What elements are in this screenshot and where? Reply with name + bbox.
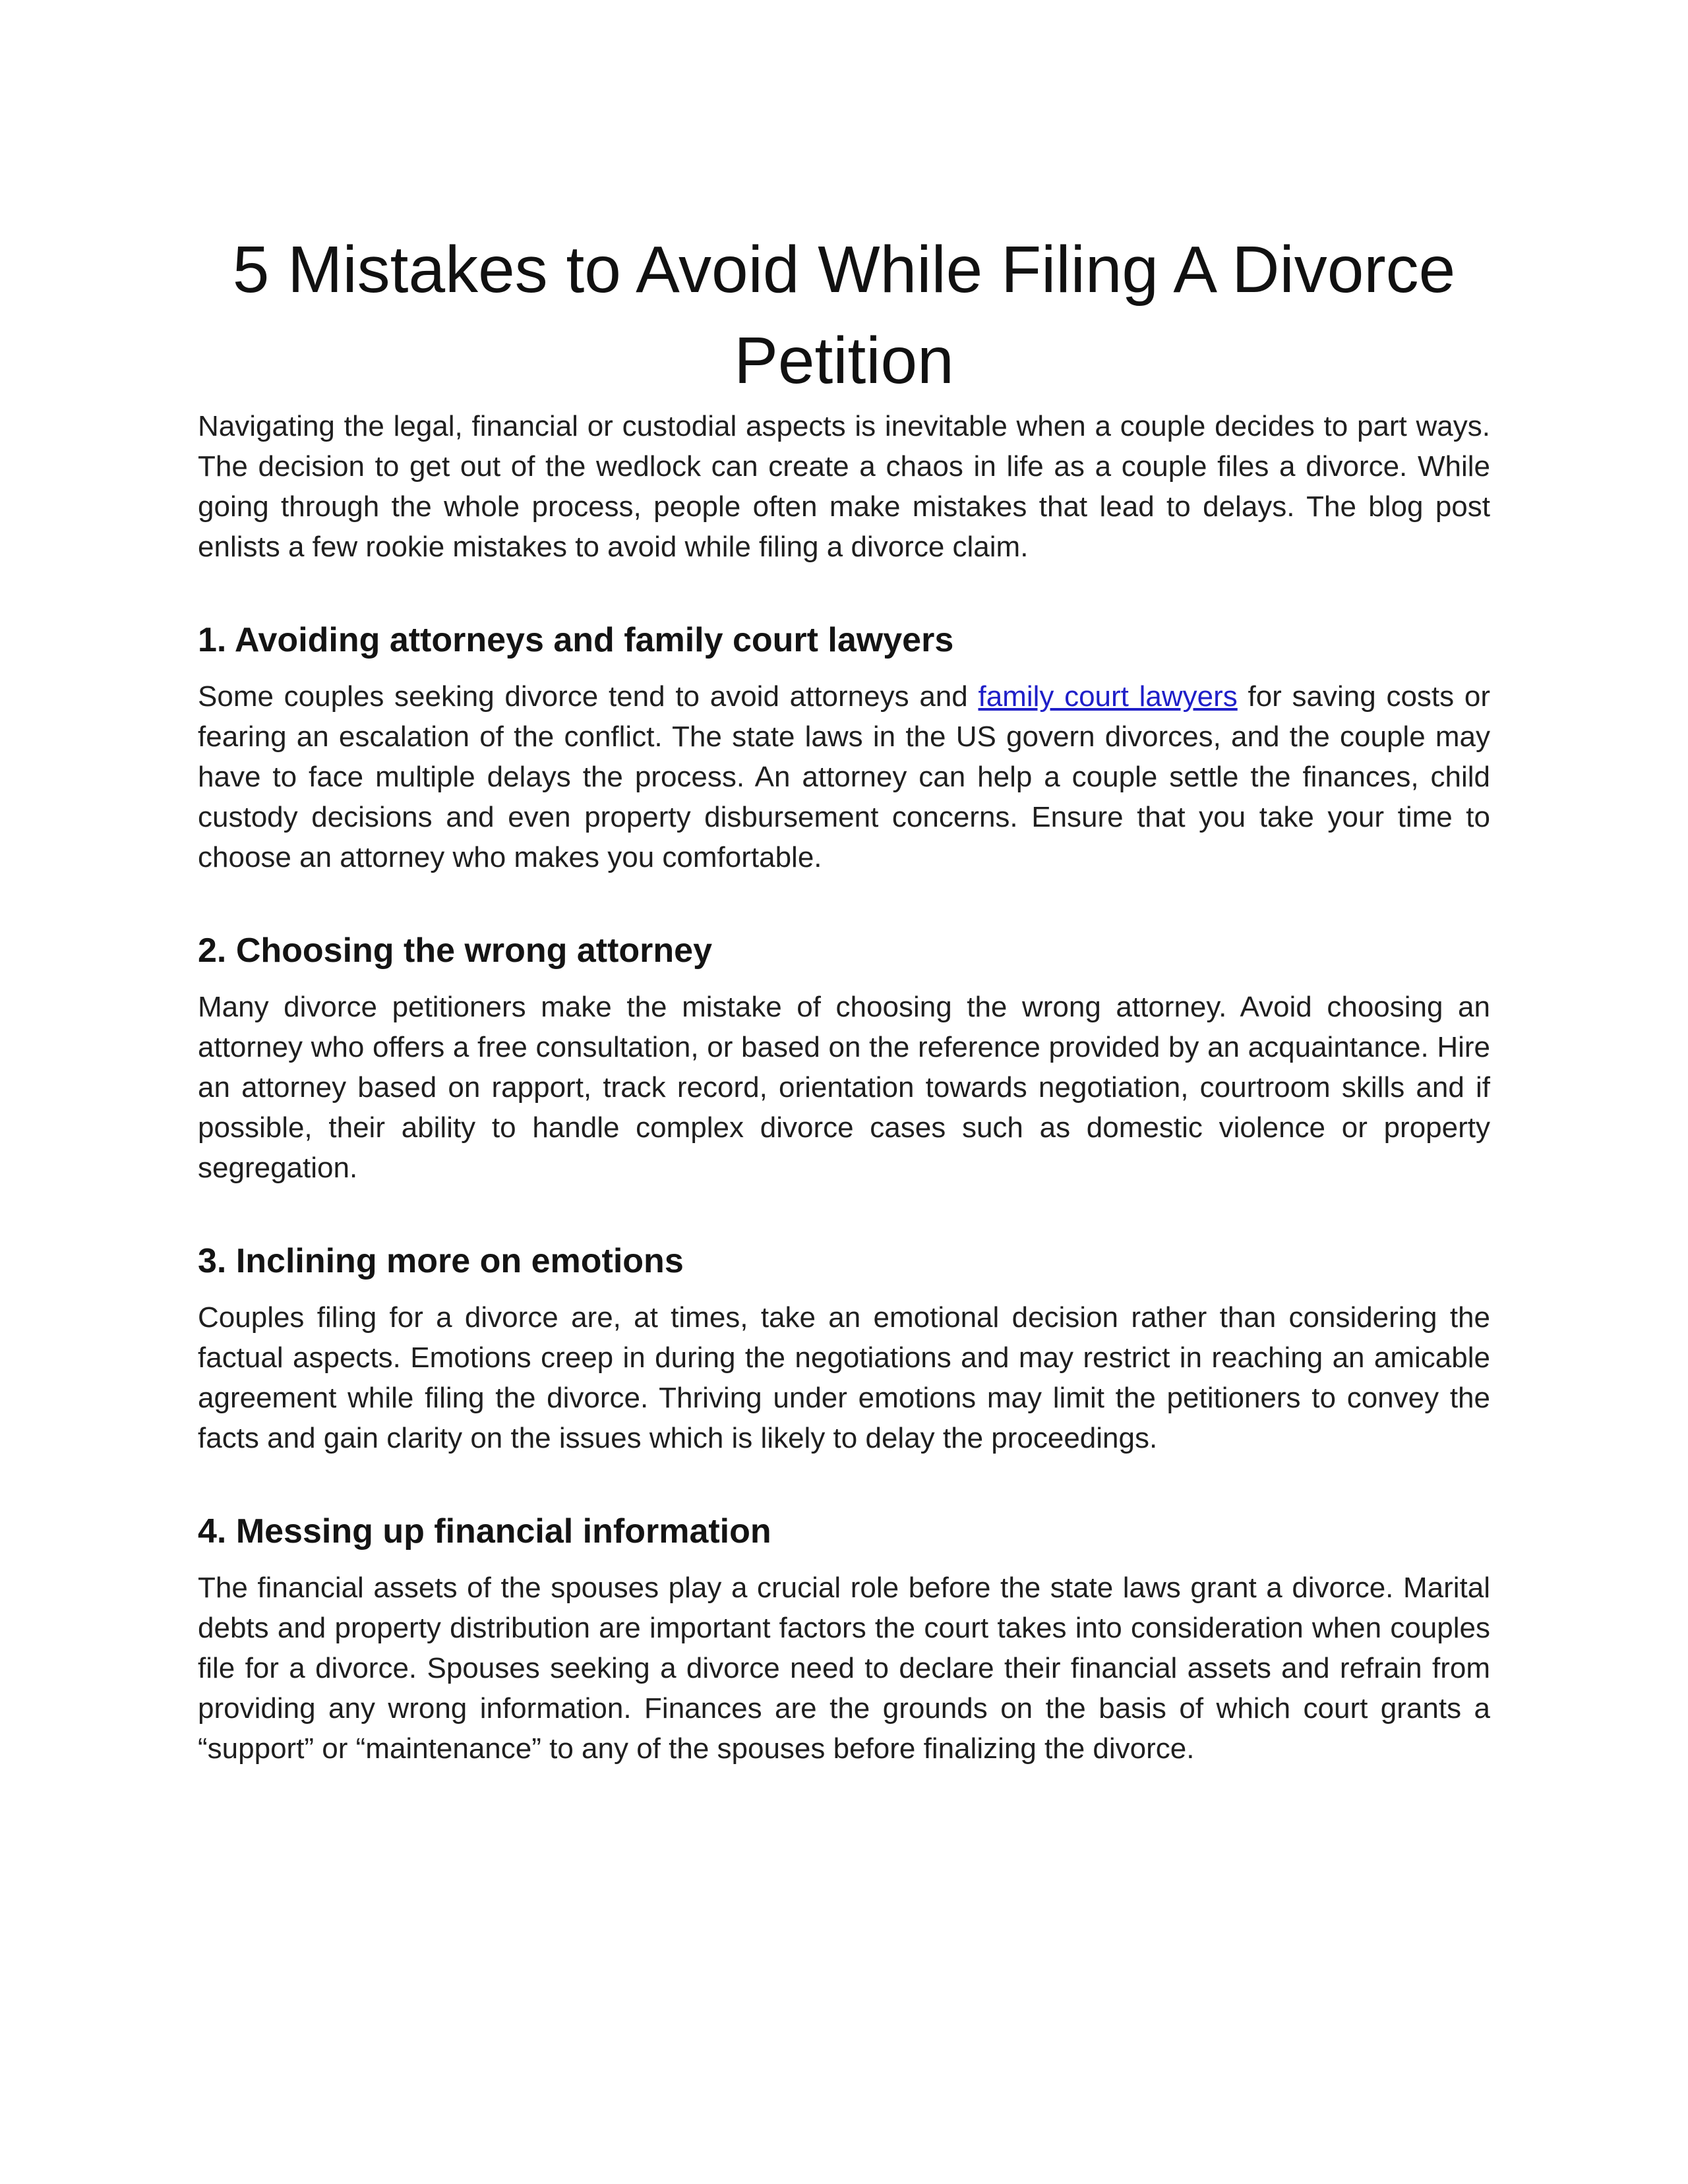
section-4-paragraph: The financial assets of the spouses play a crucial role before the state laws grant a divorce. Marital debts and property distribution are important factors the court takes into consideration when couples file for a divorce. Spouses seeking a divorce need to declare their financial assets and refrain from providing any wrong information. Finances are the grounds on the basis of which court grants a “support” or “maintenance” to any of the spouses before finalizing the divorce. bbox=[198, 1572, 1490, 1765]
document-body bbox=[198, 224, 1490, 1769]
section-1 bbox=[198, 617, 1490, 877]
section-1-text-after-link: for saving costs or fearing an escalation of the conflict. The state laws in the US govern divorces, and the couple may have to face multiple delays the process. An attorney can help a couple settle the finances, child custody decisions and even property disbursement concerns. Ensure that you take your time to choose an attorney who makes you comfortable. bbox=[198, 680, 1490, 873]
section-1-heading: 1. Avoiding attorneys and family court lawyers bbox=[198, 621, 954, 659]
section-4-heading: 4. Messing up financial information bbox=[198, 1512, 771, 1550]
family-court-lawyers-link[interactable]: family court lawyers bbox=[978, 680, 1238, 713]
section-2-paragraph: Many divorce petitioners make the mistake of choosing the wrong attorney. Avoid choosing an attorney who offers a free consultation, or based on the reference provided by an acquaintance. Hire an attorney based on rapport, track record, orientation towards negotiation, courtroom skills and if possible, their ability to handle complex divorce cases such as domestic violence or property segregation. bbox=[198, 991, 1490, 1184]
document-title: 5 Mistakes to Avoid While Filing A Divorce Petition bbox=[232, 233, 1456, 398]
intro-paragraph: Navigating the legal, financial or custodial aspects is inevitable when a couple decides to part ways. The decision to get out of the wedlock can create a chaos in life as a couple files a divorce. While going through the whole process, people often make mistakes that lead to delays. The blog post enlists a few rookie mistakes to avoid while filing a divorce claim. bbox=[198, 410, 1490, 563]
section-1-paragraph bbox=[198, 676, 1490, 877]
section-3-paragraph: Couples filing for a divorce are, at times, take an emotional decision rather than considering the factual aspects. Emotions creep in during the negotiations and may restrict in reaching an amicable agreement while filing the divorce. Thriving under emotions may limit the petitioners to convey the facts and gain clarity on the issues which is likely to delay the proceedings. bbox=[198, 1301, 1490, 1454]
section-2 bbox=[198, 928, 1490, 1188]
section-1-text-before-link: Some couples seeking divorce tend to avoid attorneys and bbox=[198, 680, 979, 713]
section-3-heading: 3. Inclining more on emotions bbox=[198, 1242, 684, 1280]
section-2-heading: 2. Choosing the wrong attorney bbox=[198, 931, 713, 970]
section-4 bbox=[198, 1508, 1490, 1769]
section-3 bbox=[198, 1238, 1490, 1458]
